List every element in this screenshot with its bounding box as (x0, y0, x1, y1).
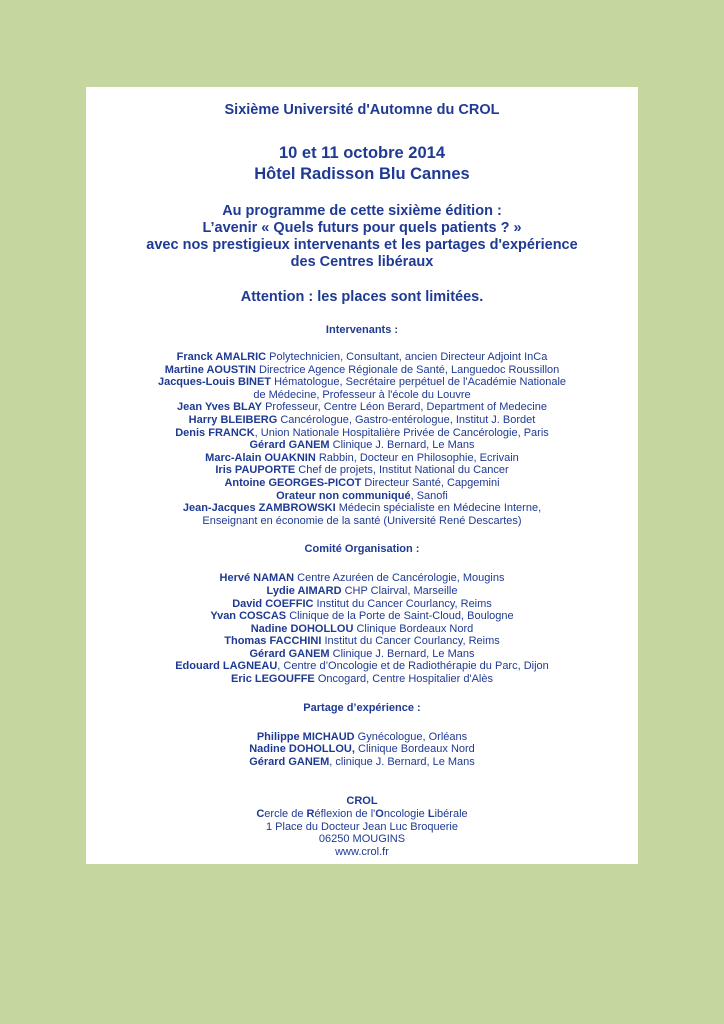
person-description: CHP Clairval, Marseille (341, 584, 458, 597)
person-name: Hervé NAMAN (219, 572, 295, 585)
crol-acronym: CROL (346, 795, 378, 808)
person-description: Centre Azuréen de Cancérologie, Mougins (294, 572, 505, 585)
person-row (86, 598, 638, 611)
person-description: Institut du Cancer Courlancy, Reims (321, 635, 500, 648)
person-name: Eric LEGOUFFE (231, 673, 315, 686)
person-description: Clinique J. Bernard, Le Mans (329, 647, 475, 660)
intervenants-list (86, 351, 638, 527)
crol-initial: O (375, 808, 384, 821)
event-dates: 10 et 11 octobre 2014 (278, 144, 445, 162)
comite-list (86, 572, 638, 685)
person-description: Chef de projets, Institut National du Cancer (295, 464, 509, 477)
person-row (86, 731, 638, 744)
person-description: Directeur Santé, Capgemini (361, 476, 500, 489)
crol-expansion (86, 808, 638, 821)
person-description: Clinique de la Porte de Saint-Cloud, Boulogne (286, 610, 514, 623)
person-description: Oncogard, Centre Hospitalier d'Alès (314, 673, 493, 686)
person-row (86, 376, 638, 389)
crol-word-rest: ibérale (434, 808, 468, 821)
person-row (86, 401, 638, 414)
person-name: David COEFFIC (232, 597, 314, 610)
person-row (86, 756, 638, 769)
person-description: Institut du Cancer Courlancy, Reims (313, 597, 492, 610)
person-row (86, 439, 638, 452)
person-description: Polytechnicien, Consultant, ancien Directeur Adjoint InCa (266, 351, 548, 363)
person-row (86, 502, 638, 515)
intervenants-heading: Intervenants : (325, 324, 399, 336)
crol-address-1: 1 Place du Docteur Jean Luc Broquerie (265, 820, 458, 833)
person-description: Cancérologue, Gastro-entérologue, Institut J. Bordet (277, 413, 536, 426)
person-name: Edouard LAGNEAU (175, 660, 278, 673)
person-row (86, 364, 638, 377)
person-name: Lydie AIMARD (266, 584, 342, 597)
person-row (86, 673, 638, 686)
person-description: , Union Nationale Hospitalière Privée de Cancérologie, Paris (254, 426, 549, 439)
program-block (86, 203, 638, 271)
comite-heading: Comité Organisation : (304, 543, 420, 556)
event-venue: Hôtel Radisson Blu Cannes (254, 165, 470, 183)
person-row (86, 648, 638, 661)
person-description: Professeur, Centre Léon Berard, Department of Medecine (262, 401, 547, 414)
partage-list (86, 731, 638, 769)
person-name: Martine AOUSTIN (164, 363, 256, 376)
person-row (86, 572, 638, 585)
crol-website-link[interactable]: www.crol.fr (335, 845, 389, 858)
person-row (86, 585, 638, 598)
person-description: Rabbin, Docteur en Philosophie, Ecrivain (315, 451, 519, 464)
person-row (86, 623, 638, 636)
event-title: Sixième Université d'Automne du CROL (224, 102, 500, 118)
person-name: Philippe MICHAUD (256, 730, 355, 743)
person-name: Jean Yves BLAY (177, 401, 263, 414)
person-description: Hématologue, Secrétaire perpétuel de l'Académie Nationale (271, 376, 567, 389)
crol-footer (86, 795, 638, 858)
person-name: Thomas FACCHINI (224, 635, 322, 648)
crol-word-rest: éflexion de l' (314, 808, 376, 821)
crol-word-rest: ercle de (264, 808, 307, 821)
person-row (86, 660, 638, 673)
person-name: Jacques-Louis BINET (157, 376, 272, 389)
person-row (86, 477, 638, 490)
person-description: , clinique J. Bernard, Le Mans (329, 755, 475, 768)
person-row (86, 610, 638, 623)
person-name: Marc-Alain OUAKNIN (205, 451, 316, 464)
person-row (86, 490, 638, 503)
person-row (86, 452, 638, 465)
crol-initial: C (256, 808, 265, 821)
program-line-2: L’avenir « Quels futurs pour quels patients ? » (202, 220, 522, 236)
person-description: de Médecine, Professeur à l'école du Louvre (253, 388, 471, 401)
flyer-page (86, 87, 638, 864)
event-dates-venue (86, 143, 638, 185)
person-description: , Sanofi (410, 489, 448, 502)
crol-initial: L (427, 808, 435, 821)
person-name: Harry BLEIBERG (188, 413, 278, 426)
crol-word-rest: ncologie (383, 808, 428, 821)
person-description: Enseignant en économie de la santé (Université René Descartes) (202, 514, 522, 527)
person-row (86, 743, 638, 756)
program-line-1: Au programme de cette sixième édition : (222, 203, 502, 219)
person-name: Iris PAUPORTE (215, 464, 296, 477)
person-name: Gérard GANEM (249, 439, 330, 452)
person-name: Jean-Jacques ZAMBROWSKI (182, 502, 336, 515)
crol-address-2: 06250 MOUGINS (318, 833, 406, 846)
person-name: Franck AMALRIC (176, 351, 267, 363)
person-name: Yvan COSCAS (210, 610, 287, 623)
person-description: Directrice Agence Régionale de Santé, Languedoc Roussillon (255, 363, 560, 376)
person-row (86, 515, 638, 528)
person-row (86, 464, 638, 477)
person-description: Médecin spécialiste en Médecine Interne, (335, 502, 542, 515)
person-description: Clinique J. Bernard, Le Mans (329, 439, 475, 452)
person-description: , Centre d’Oncologie et de Radiothérapie du Parc, Dijon (277, 660, 549, 673)
partage-heading: Partage d’expérience : (303, 701, 421, 714)
person-name: Gérard GANEM (249, 755, 330, 768)
person-description: Clinique Bordeaux Nord (353, 622, 474, 635)
person-name: Nadine DOHOLLOU (250, 622, 354, 635)
person-row (86, 389, 638, 402)
crol-initial: R (306, 808, 315, 821)
program-line-3: avec nos prestigieux intervenants et les partages d'expérience (146, 237, 578, 253)
person-name: Antoine GEORGES-PICOT (224, 476, 362, 489)
person-row (86, 414, 638, 427)
program-line-4: des Centres libéraux (290, 254, 434, 270)
person-name: Gérard GANEM (249, 647, 330, 660)
person-description: Clinique Bordeaux Nord (354, 743, 475, 756)
person-name: Denis FRANCK (175, 426, 255, 439)
attention-notice: Attention : les places sont limitées. (240, 289, 484, 305)
person-name: Nadine DOHOLLOU, (249, 743, 355, 756)
person-row (86, 427, 638, 440)
person-row (86, 351, 638, 364)
person-name: Orateur non communiqué (276, 489, 411, 502)
person-description: Gynécologue, Orléans (354, 730, 468, 743)
person-row (86, 635, 638, 648)
